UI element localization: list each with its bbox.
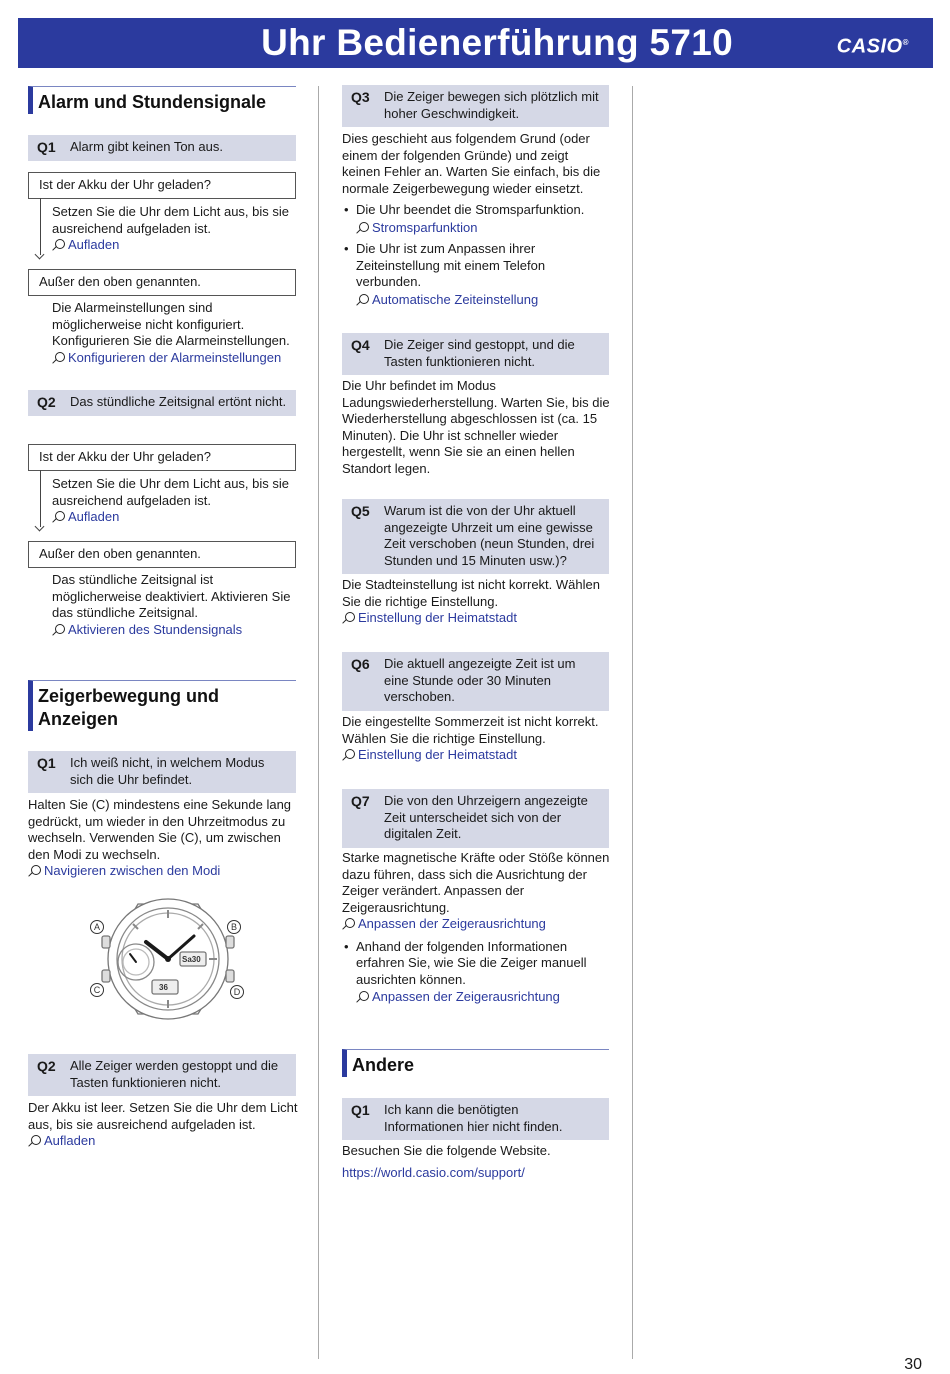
- answer-text: Starke magnetische Kräfte oder Stöße können dazu führen, dass sich die Ausrichtung der Zeiger verändert. Anpassen der Zeigerausrichtung.: [342, 850, 610, 915]
- answer-block: [342, 577, 610, 627]
- question-bar-other-q1: [342, 1098, 609, 1140]
- magnifier-icon: [342, 749, 356, 761]
- answer-block: [342, 131, 610, 308]
- question-bar-q7: [342, 789, 609, 848]
- link-home-city[interactable]: Einstellung der Heimatstadt: [342, 610, 610, 627]
- question-text: Die Zeiger bewegen sich plötzlich mit hoher Geschwindigkeit.: [384, 89, 599, 121]
- magnifier-icon: [52, 352, 66, 364]
- question-number: Q1: [37, 755, 56, 771]
- magnifier-icon: [342, 612, 356, 624]
- answer-text: Halten Sie (C) mindestens eine Sekunde lang gedrückt, um wieder in den Uhrzeitmodus zu wechseln. Verwenden Sie (C), um zwischen den Modi zu wechseln.: [28, 797, 292, 862]
- link-power-saving[interactable]: Stromsparfunktion: [356, 220, 610, 237]
- section-heading-alarm: Alarm und Stundensignale: [28, 86, 296, 114]
- answer-text: Die Uhr befindet im Modus Ladungswiederherstellung. Warten Sie, bis die Wiederherstellung abgeschlossen ist (ca. 15 Minuten). Die Uhr ist schneller wieder hergestellt, wenn Sie sie an einen hellen Standort legen.: [342, 378, 610, 476]
- answer-text: Besuchen Sie die folgende Website.: [342, 1143, 551, 1158]
- question-bar-alarm-q2: [28, 390, 296, 416]
- question-text: Alarm gibt keinen Ton aus.: [70, 139, 223, 154]
- page-title: Uhr Bedienerführung 5710: [261, 22, 733, 63]
- link-alarm-settings[interactable]: Konfigurieren der Alarmeinstellungen: [52, 350, 296, 367]
- page-header: [18, 18, 933, 68]
- question-text: Warum ist die von der Uhr aktuell angezeigte Uhrzeit um eine gewisse Zeit verschoben (neun Stunden, drei Stunden und 15 Minuten usw.)?: [384, 503, 595, 568]
- answer-text: Die Alarmeinstellungen sind möglicherweise nicht konfiguriert. Konfigurieren Sie die Alarmeinstellungen.: [52, 300, 290, 348]
- button-label-c: C: [93, 985, 101, 995]
- question-text: Ich kann die benötigten Informationen hier nicht finden.: [384, 1102, 563, 1134]
- question-bar-q3: [342, 85, 609, 127]
- check-box-question: Außer den oben genannten.: [28, 541, 296, 568]
- support-website-link[interactable]: https://world.casio.com/support/: [342, 1164, 525, 1180]
- question-number: Q6: [351, 656, 370, 672]
- question-text: Alle Zeiger werden gestoppt und die Tasten funktionieren nicht.: [70, 1058, 279, 1090]
- magnifier-icon: [28, 1135, 42, 1147]
- question-text: Die Zeiger sind gestoppt, und die Tasten funktionieren nicht.: [384, 337, 575, 369]
- answer-text: Setzen Sie die Uhr dem Licht aus, bis sie ausreichend aufgeladen ist.: [52, 476, 290, 508]
- answer-block: [28, 1100, 298, 1150]
- check-box-question: Außer den oben genannten.: [28, 269, 296, 296]
- casio-logo: CASIO®: [836, 35, 909, 58]
- question-number: Q1: [37, 139, 56, 155]
- question-bar-q5: [342, 499, 609, 574]
- question-bar-hands-q1: [28, 751, 296, 793]
- bullet-item: • Die Uhr beendet die Stromsparfunktion. Stromsparfunktion: [342, 202, 610, 236]
- question-text: Ich weiß nicht, in welchem Modus sich die Uhr befindet.: [70, 755, 265, 787]
- magnifier-icon: [52, 511, 66, 523]
- answer-block: [28, 198, 296, 256]
- answer-block: [342, 1143, 610, 1181]
- answer-block: [342, 714, 610, 764]
- question-number: Q1: [351, 1102, 370, 1118]
- column-divider-2: [632, 86, 633, 1359]
- link-hand-alignment[interactable]: Anpassen der Zeigerausrichtung: [342, 916, 610, 933]
- answer-text: Setzen Sie die Uhr dem Licht aus, bis sie ausreichend aufgeladen ist.: [52, 204, 290, 236]
- magnifier-icon: [356, 294, 370, 306]
- question-number: Q7: [351, 793, 370, 809]
- button-label-a: A: [93, 922, 101, 932]
- magnifier-icon: [342, 918, 356, 930]
- section-heading-hands: Zeigerbewegung und Anzeigen: [28, 680, 296, 731]
- check-box-question: Ist der Akku der Uhr geladen?: [28, 444, 296, 471]
- magnifier-icon: [356, 222, 370, 234]
- link-aufladen[interactable]: Aufladen: [28, 1133, 298, 1150]
- question-number: Q3: [351, 89, 370, 105]
- question-bar-hands-q2: [28, 1054, 296, 1096]
- magnifier-icon: [52, 239, 66, 251]
- magnifier-icon: [28, 865, 42, 877]
- link-hourly-signal[interactable]: Aktivieren des Stundensignals: [52, 622, 296, 639]
- answer-block: [28, 470, 296, 528]
- bullet-item: • Anhand der folgenden Informationen erfahren Sie, wie Sie die Zeiger manuell ausrichten können. Anpassen der Zeigerausrichtung: [342, 939, 610, 1006]
- button-label-d: D: [233, 987, 241, 997]
- answer-block: [342, 850, 610, 1006]
- link-aufladen[interactable]: Aufladen: [52, 509, 296, 526]
- digital-display-bottom: 36: [159, 983, 168, 992]
- question-number: Q5: [351, 503, 370, 519]
- question-bar-q6: [342, 652, 609, 711]
- check-box-question: Ist der Akku der Uhr geladen?: [28, 172, 296, 199]
- watch-illustration: [86, 896, 250, 1022]
- question-text: Die aktuell angezeigte Zeit ist um eine Stunde oder 30 Minuten verschoben.: [384, 656, 576, 704]
- question-number: Q2: [37, 1058, 56, 1074]
- answer-text: Das stündliche Zeitsignal ist möglicherweise deaktiviert. Aktivieren Sie das stündliche Zeitsignal.: [52, 572, 291, 620]
- answer-text: Die Stadteinstellung ist nicht korrekt. Wählen Sie die richtige Einstellung.: [342, 577, 600, 609]
- button-label-b: B: [230, 922, 238, 932]
- link-home-city[interactable]: Einstellung der Heimatstadt: [342, 747, 610, 764]
- question-bar-q4: [342, 333, 609, 375]
- arrow-down-icon: [36, 470, 46, 532]
- column-divider-1: [318, 86, 319, 1359]
- answer-block: [28, 566, 296, 638]
- bullet-item: • Die Uhr ist zum Anpassen ihrer Zeiteinstellung mit einem Telefon verbunden. Automatische Zeiteinstellung: [342, 241, 610, 308]
- page-number: 30: [904, 1356, 922, 1373]
- question-number: Q4: [351, 337, 370, 353]
- answer-block: [28, 797, 298, 880]
- arrow-down-icon: [36, 198, 46, 260]
- magnifier-icon: [52, 624, 66, 636]
- answer-text: Dies geschieht aus folgendem Grund (oder einem der folgenden Gründe) und zeigt keinen Fehler an. Warten Sie einfach, bis die normale Zeigerbewegung wieder einsetzt.: [342, 131, 601, 196]
- answer-block: [28, 294, 296, 366]
- question-bar-alarm-q1: [28, 135, 296, 161]
- answer-text: Der Akku ist leer. Setzen Sie die Uhr dem Licht aus, bis sie ausreichend aufgeladen ist.: [28, 1100, 298, 1132]
- link-auto-time[interactable]: Automatische Zeiteinstellung: [356, 292, 610, 309]
- digital-display-top: Sa30: [182, 955, 201, 964]
- link-hand-alignment[interactable]: Anpassen der Zeigerausrichtung: [356, 989, 610, 1006]
- link-navigate-modes[interactable]: Navigieren zwischen den Modi: [28, 863, 298, 880]
- question-text: Die von den Uhrzeigern angezeigte Zeit unterscheidet sich von der digitalen Zeit.: [384, 793, 588, 841]
- link-aufladen[interactable]: Aufladen: [52, 237, 296, 254]
- section-heading-other: Andere: [342, 1049, 609, 1077]
- question-text: Das stündliche Zeitsignal ertönt nicht.: [70, 394, 287, 409]
- answer-text: Die eingestellte Sommerzeit ist nicht korrekt. Wählen Sie die richtige Einstellung.: [342, 714, 599, 746]
- magnifier-icon: [356, 991, 370, 1003]
- question-number: Q2: [37, 394, 56, 410]
